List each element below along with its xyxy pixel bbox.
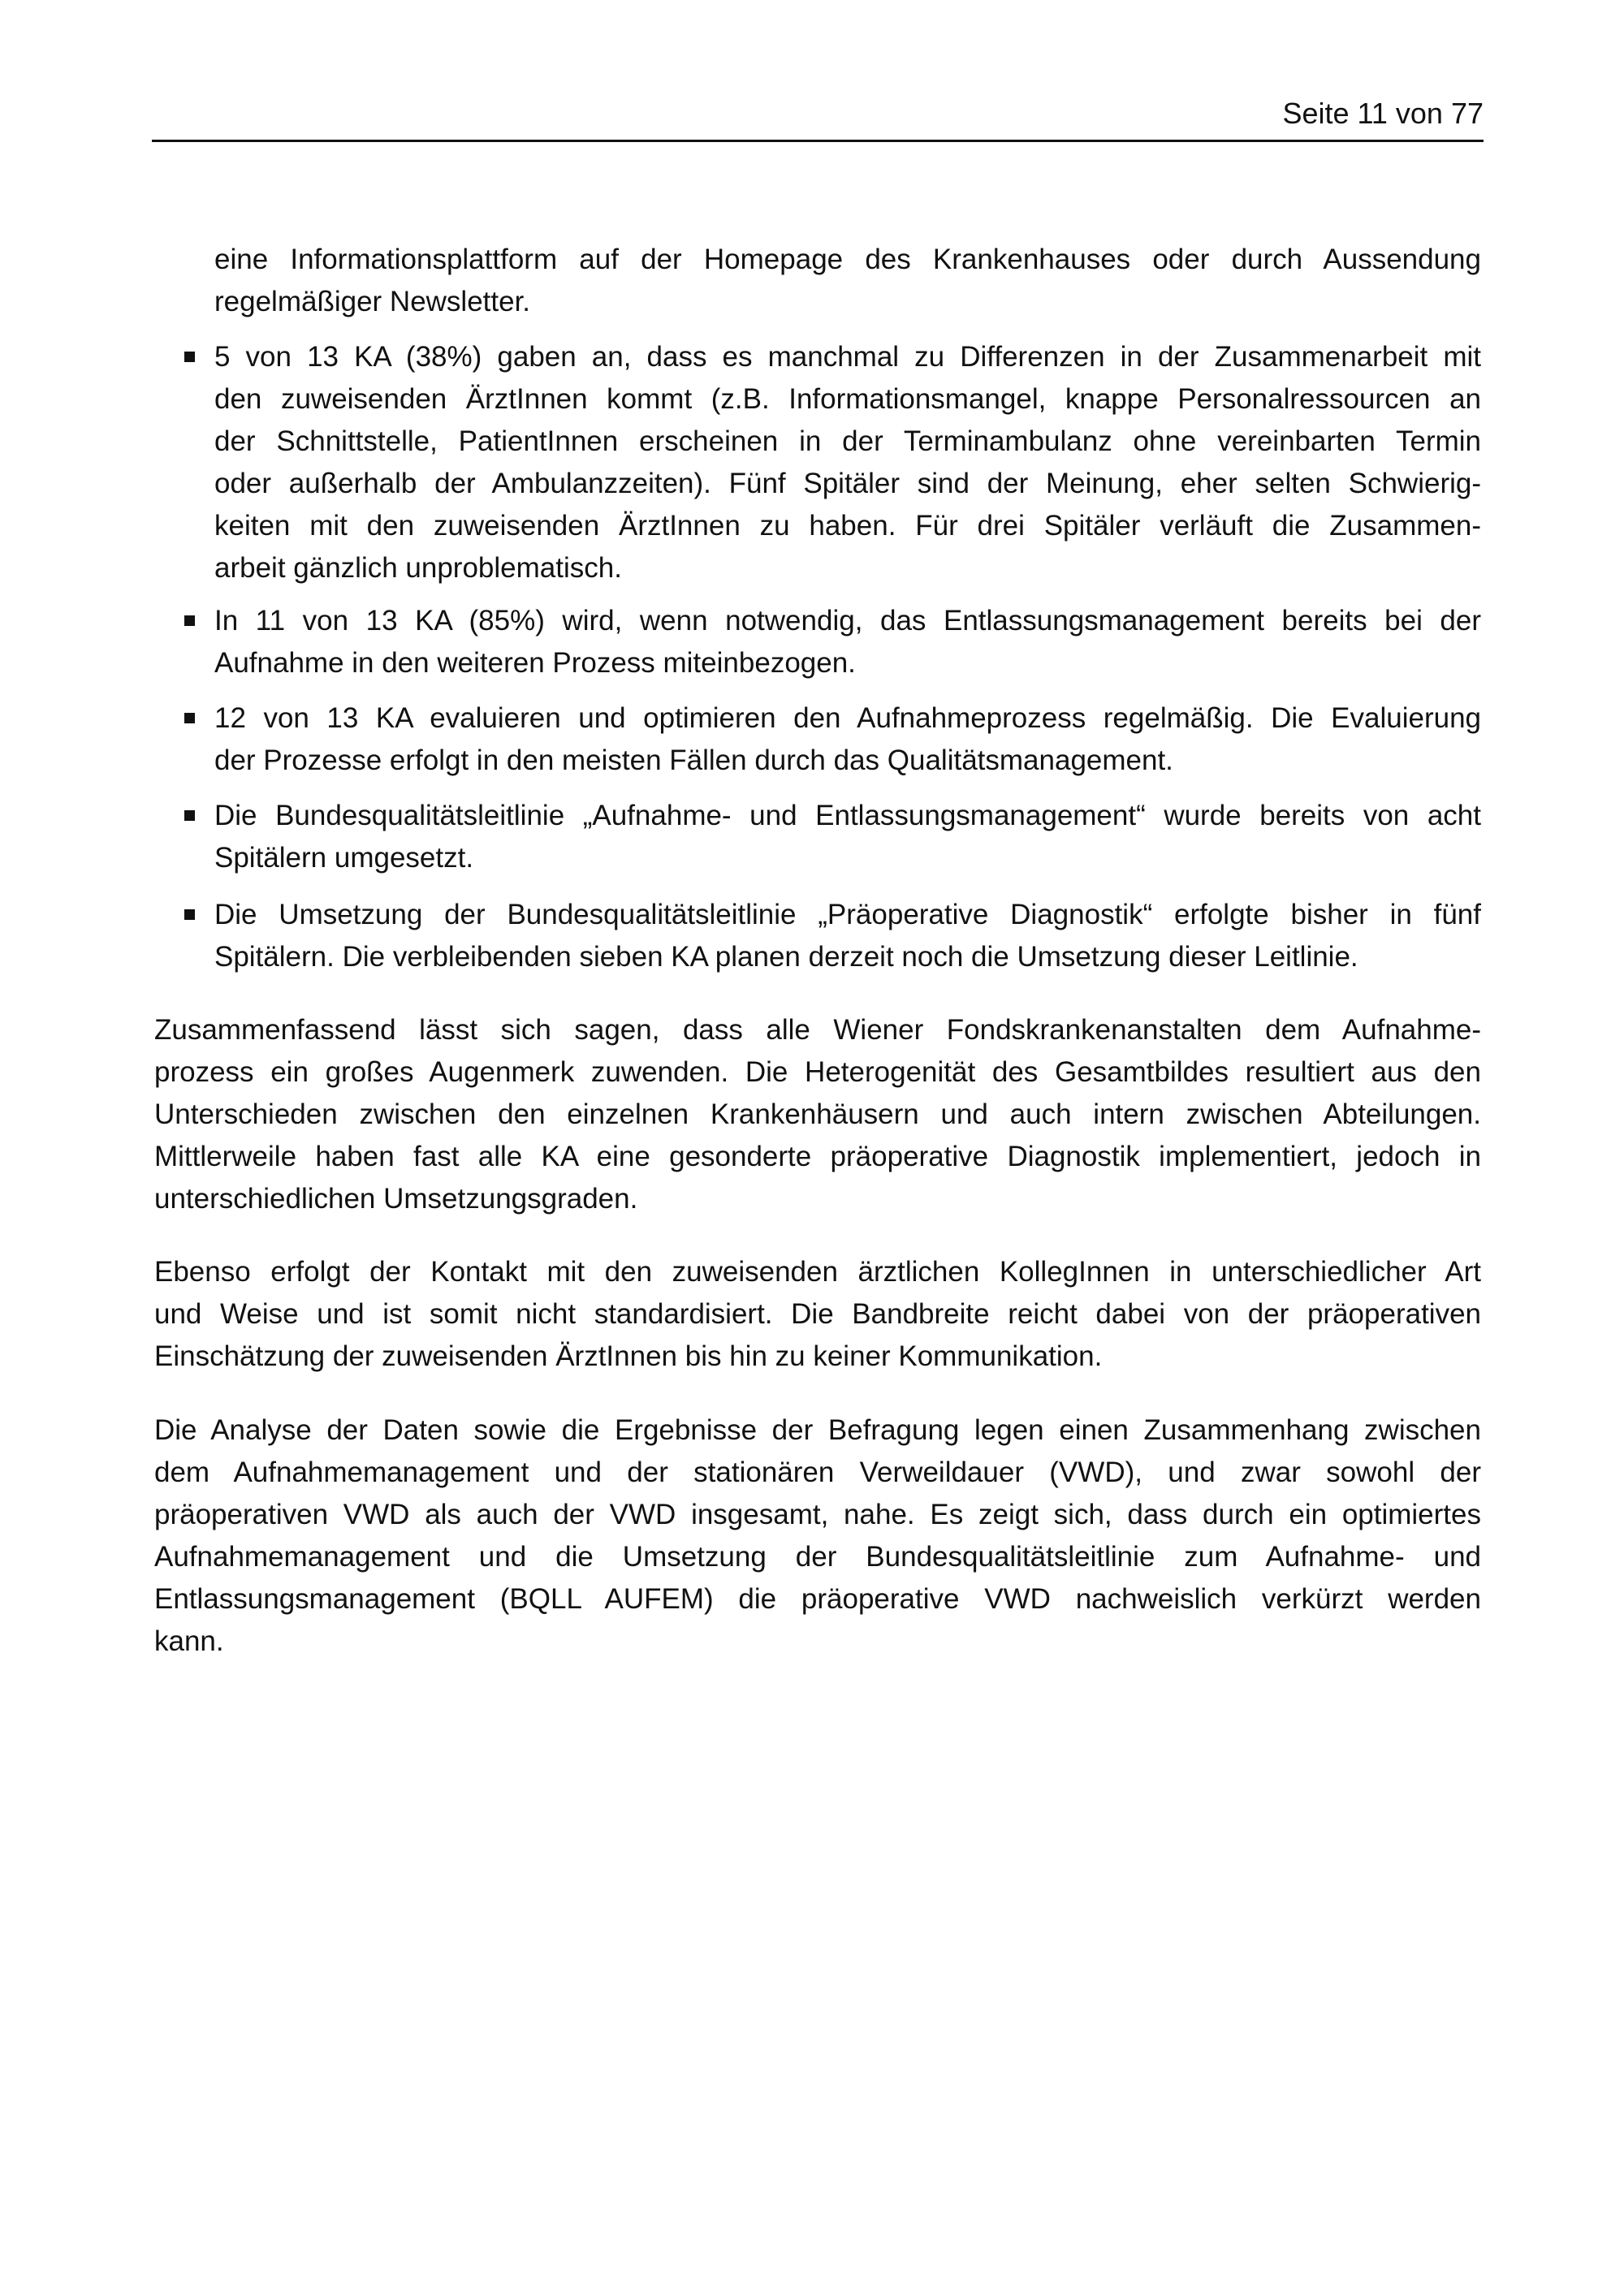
text-line: Die Bundesqualitätsleitlinie „Aufnahme- und Entlassungsmanagement“ wurde bereits von acht <box>214 800 1481 831</box>
text-line: Die Analyse der Daten sowie die Ergebnisse der Befragung legen einen Zusammenhang zwischen <box>154 1414 1481 1446</box>
text-line: der Prozesse erfolgt in den meisten Fällen durch das Qualitätsmanagement. <box>214 744 1173 776</box>
bullet-item <box>214 600 1481 684</box>
text-line: In 11 von 13 KA (85%) wird, wenn notwendig, das Entlassungsmanagement bereits bei der <box>214 605 1481 637</box>
text-line: der Schnittstelle, PatientInnen erscheinen in der Terminambulanz ohne vereinbarten Termin <box>214 425 1481 457</box>
bullet-item <box>214 336 1481 589</box>
text-line: keiten mit den zuweisenden ÄrztInnen zu haben. Für drei Spitäler verläuft die Zusammen- <box>214 510 1481 542</box>
text-line: Einschätzung der zuweisenden ÄrztInnen bis hin zu keiner Kommunikation. <box>154 1340 1103 1372</box>
text-line: kann. <box>154 1625 224 1657</box>
text-line: dem Aufnahmemanagement und der stationären Verweildauer (VWD), und zwar sowohl der <box>154 1457 1481 1488</box>
text-line: eine Informationsplattform auf der Homepage des Krankenhauses oder durch Aussendung <box>214 244 1481 275</box>
square-bullet-icon <box>184 352 195 362</box>
text-line: präoperativen VWD als auch der VWD insgesamt, nahe. Es zeigt sich, dass durch ein optimiertes <box>154 1499 1481 1530</box>
header-divider <box>152 140 1484 142</box>
text-line: Mittlerweile haben fast alle KA eine gesonderte präoperative Diagnostik implementiert, jedoch in <box>154 1141 1481 1172</box>
text-line: Spitälern. Die verbleibenden sieben KA planen derzeit noch die Umsetzung dieser Leitlinie. <box>214 941 1358 973</box>
text-line: regelmäßiger Newsletter. <box>214 286 531 317</box>
bullet-item <box>214 795 1481 879</box>
text-line: 5 von 13 KA (38%) gaben an, dass es manchmal zu Differenzen in der Zusammenarbeit mit <box>214 341 1481 373</box>
paragraph <box>154 1409 1481 1663</box>
square-bullet-icon <box>184 615 195 626</box>
page-number: Seite 11 von 77 <box>1282 97 1484 130</box>
text-line: Zusammenfassend lässt sich sagen, dass alle Wiener Fondskrankenanstalten dem Aufnahme- <box>154 1014 1481 1046</box>
square-bullet-icon <box>184 713 195 723</box>
text-line: Unterschieden zwischen den einzelnen Krankenhäusern und auch intern zwischen Abteilungen. <box>154 1098 1481 1130</box>
text-line: prozess ein großes Augenmerk zuwenden. Die Heterogenität des Gesamtbildes resultiert aus den <box>154 1056 1481 1088</box>
text-line: und Weise und ist somit nicht standardisiert. Die Bandbreite reicht dabei von der präoperativen <box>154 1298 1481 1330</box>
text-line: Aufnahme in den weiteren Prozess miteinbezogen. <box>214 647 856 679</box>
paragraph <box>154 1009 1481 1220</box>
text-line: arbeit gänzlich unproblematisch. <box>214 552 622 584</box>
text-line: oder außerhalb der Ambulanzzeiten). Fünf Spitäler sind der Meinung, eher selten Schwierig- <box>214 468 1481 499</box>
bullet-item <box>214 697 1481 782</box>
continuation-text <box>214 239 1481 323</box>
text-line: Ebenso erfolgt der Kontakt mit den zuweisenden ärztlichen KollegInnen in unterschiedlicher Art <box>154 1256 1481 1288</box>
text-line: unterschiedlichen Umsetzungsgraden. <box>154 1183 638 1215</box>
text-line: 12 von 13 KA evaluieren und optimieren den Aufnahmeprozess regelmäßig. Die Evaluierung <box>214 702 1481 734</box>
square-bullet-icon <box>184 810 195 821</box>
square-bullet-icon <box>184 909 195 920</box>
bullet-item <box>214 894 1481 978</box>
text-line: Aufnahmemanagement und die Umsetzung der Bundesqualitätsleitlinie zum Aufnahme- und <box>154 1541 1481 1573</box>
text-line: Die Umsetzung der Bundesqualitätsleitlinie „Präoperative Diagnostik“ erfolgte bisher in fünf <box>214 899 1481 930</box>
text-line: den zuweisenden ÄrztInnen kommt (z.B. Informationsmangel, knappe Personalressourcen an <box>214 383 1481 415</box>
text-line: Entlassungsmanagement (BQLL AUFEM) die präoperative VWD nachweislich verkürzt werden <box>154 1583 1481 1615</box>
paragraph <box>154 1251 1481 1378</box>
text-line: Spitälern umgesetzt. <box>214 842 474 874</box>
